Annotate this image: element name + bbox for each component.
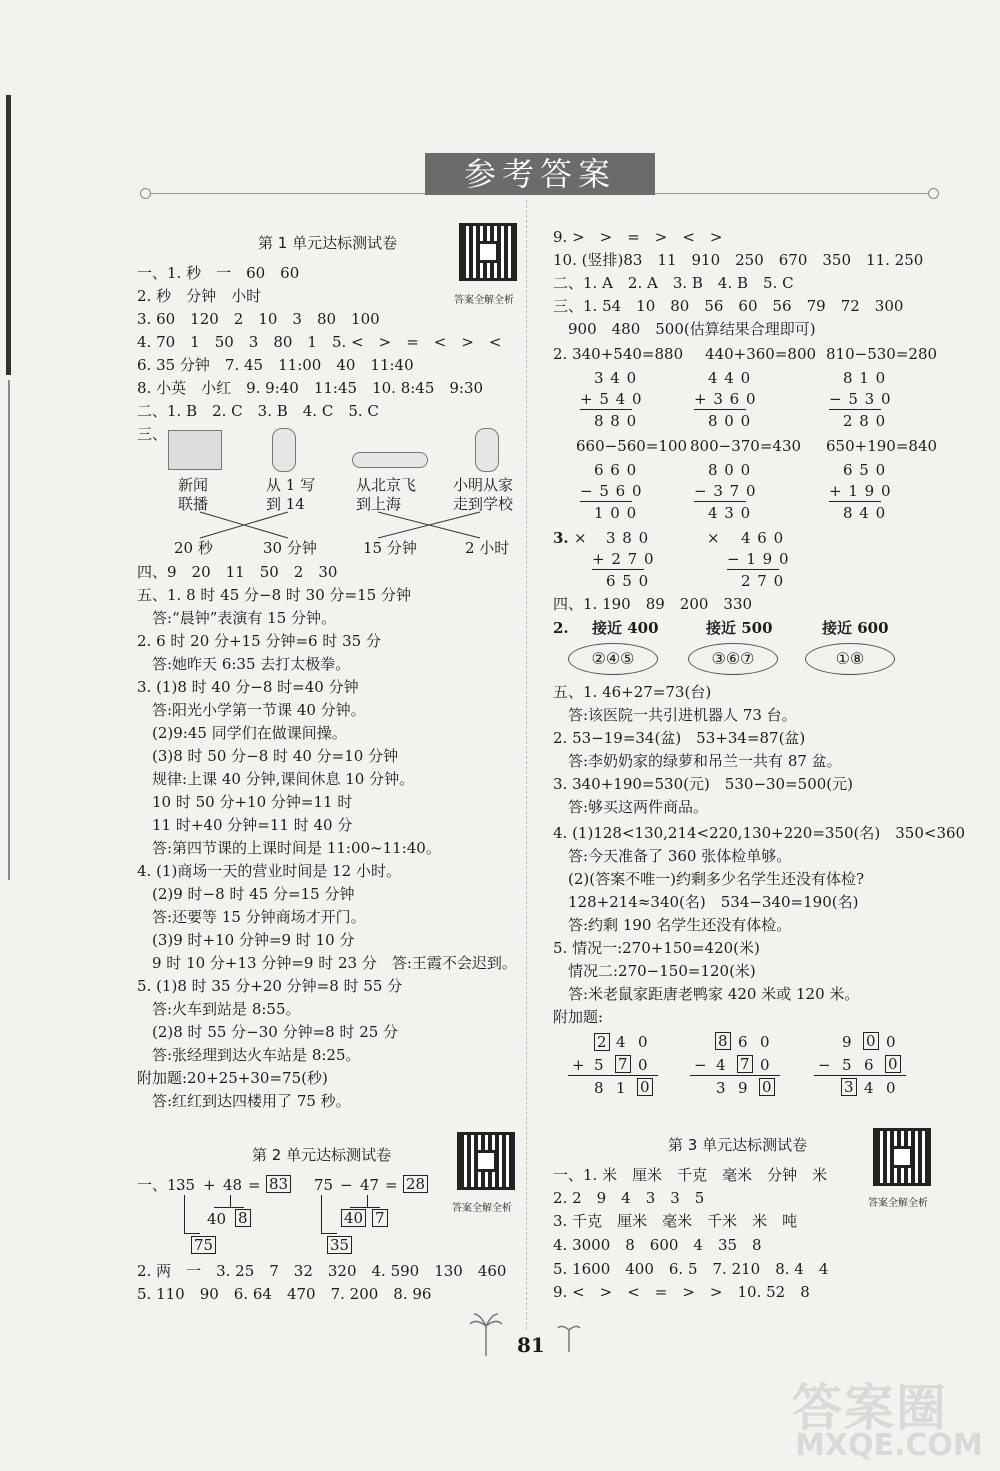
operand: 48 <box>223 1176 243 1194</box>
answer-line: 附加题:20+25+30=75(秒) <box>137 1069 328 1087</box>
unit2-title: 第 2 单元达标测试卷 <box>252 1146 392 1164</box>
answer-line: 答:第四节课的上课时间是 11:00~11:40。 <box>137 839 441 857</box>
calc-rule <box>690 1075 780 1076</box>
digit: 6 <box>738 1033 748 1051</box>
calc-row: 8 0 0 <box>708 461 752 479</box>
wrong-mark: × <box>707 529 720 547</box>
calc-row: 6 5 0 <box>606 572 650 590</box>
calc-row: 3 4 0 <box>594 369 638 387</box>
matching-bottom-item: 2 小时 <box>465 539 510 557</box>
page-edge-line <box>8 380 10 880</box>
airplane-icon <box>352 452 428 468</box>
answer-line: 2. 秒 分钟 小时 <box>137 287 262 305</box>
digit-box: 0 <box>759 1078 775 1096</box>
answer-line: 3. 千克 厘米 毫米 千米 米 吨 <box>553 1212 798 1230</box>
calc-row: + 1 9 0 <box>829 482 892 500</box>
split-line <box>321 1195 322 1233</box>
split-line <box>184 1195 185 1233</box>
matching-top-item: 小明从家 走到学校 <box>453 476 514 513</box>
answer-line: 五、1. 46+27=73(台) <box>553 683 712 701</box>
estimate-heading: 接近 600 <box>822 619 889 637</box>
calc-rule <box>814 1075 906 1076</box>
calc-row: − 5 6 0 <box>580 482 643 500</box>
split-line <box>214 1207 244 1208</box>
answer-line: 答:红红到达四楼用了 75 秒。 <box>137 1092 351 1110</box>
matching-lines <box>160 510 530 540</box>
answer-box: 28 <box>403 1175 428 1193</box>
answer-line: 一、1. 秒 一 60 60 <box>137 264 300 282</box>
unit2-qr-code <box>457 1132 515 1190</box>
calc-row: 3 8 0 <box>606 529 650 547</box>
answer-line: 答:还要等 15 分钟商场才开门。 <box>137 908 366 926</box>
calc-row: 4 4 0 <box>708 369 752 387</box>
answer-line: 2. 6 时 20 分+15 分钟=6 时 35 分 <box>137 632 381 650</box>
watermark-logo: 答案圈 <box>792 1379 948 1437</box>
calc-row: 6 6 0 <box>594 461 638 479</box>
answer-line: 附加题: <box>553 1008 604 1026</box>
matching-bottom-item: 30 分钟 <box>263 539 317 557</box>
answer-line: 情况二:270−150=120(米) <box>553 962 756 980</box>
digit: 4 <box>864 1079 874 1097</box>
unit3-title: 第 3 单元达标测试卷 <box>668 1136 808 1154</box>
answer-line: 四、9 20 11 50 2 30 <box>137 563 338 581</box>
answer-line: 6. 35 分钟 7. 45 11:00 40 11:40 <box>137 356 414 374</box>
answer-line: (2)(答案不唯一)约剩多少名学生还没有体检? <box>553 870 864 888</box>
digit: 0 <box>760 1056 770 1074</box>
digit-box: 3 <box>841 1078 857 1096</box>
header-rule-left <box>150 193 425 194</box>
answer-line: 11 时+40 分钟=11 时 40 分 <box>137 816 353 834</box>
calc-row: 6 5 0 <box>843 461 887 479</box>
answer-line: 3. 60 120 2 10 3 80 100 <box>137 310 380 328</box>
matching-bottom-item: 20 秒 <box>174 539 213 557</box>
q-label: 一、1. <box>137 1176 182 1194</box>
digit-box: 2 <box>594 1033 610 1051</box>
calc-rule <box>694 409 746 410</box>
answer-line: 9. > > = > < > <box>553 228 723 246</box>
answer-line: 10. (竖排)83 11 910 250 670 350 11. 250 <box>553 251 924 269</box>
calc-rule <box>592 569 644 570</box>
unit1-title: 第 1 单元达标测试卷 <box>258 234 398 252</box>
answer-line: 答:约剩 190 名学生还没有体检。 <box>553 916 792 934</box>
q-label: 3. <box>553 529 569 547</box>
header-dot-right <box>928 188 939 199</box>
calc-row: − 5 3 0 <box>829 390 892 408</box>
calc-row: 2 7 0 <box>741 572 785 590</box>
answer-line: 900 480 500(估算结果合理即可) <box>553 320 816 338</box>
answer-line: 五、1. 8 时 45 分−8 时 30 分=15 分钟 <box>137 586 411 604</box>
answer-line: 二、1. B 2. C 3. B 4. C 5. C <box>137 402 379 420</box>
digit: 4 <box>716 1056 726 1074</box>
answer-line: 9 时 10 分+13 分钟=9 时 23 分 答:王霞不会迟到。 <box>137 954 517 972</box>
matching-bottom-item: 15 分钟 <box>363 539 417 557</box>
child-walking-icon <box>475 428 499 472</box>
answer-line: (2)8 时 55 分−30 分钟=8 时 25 分 <box>137 1023 399 1041</box>
answer-line: 一、1. 米 厘米 千克 毫米 分钟 米 <box>553 1166 828 1184</box>
answer-line: 4. (1)商场一天的营业时间是 12 小时。 <box>137 862 401 880</box>
header-rule-right <box>655 193 930 194</box>
split-value: 40 <box>207 1210 227 1228</box>
operator: − <box>694 1056 707 1074</box>
answer-line: 4. 70 1 50 3 80 1 5. < > = < > < <box>137 333 502 351</box>
answer-line: 9. < > < = > > 10. 52 8 <box>553 1283 810 1301</box>
answer-box: 8 <box>235 1209 251 1227</box>
estimate-heading: 接近 400 <box>592 619 659 637</box>
answer-line: (2)9 时−8 时 45 分=15 分钟 <box>137 885 355 903</box>
digit: 0 <box>638 1056 648 1074</box>
digit: 0 <box>886 1079 896 1097</box>
page-edge-shadow <box>6 95 11 375</box>
digit: 8 <box>594 1079 604 1097</box>
operator: + <box>203 1176 216 1194</box>
unit1-qr-code <box>459 223 517 281</box>
wrong-mark: × <box>574 529 587 547</box>
answer-line: 128+214≈340(名) 534−340=190(名) <box>553 893 859 911</box>
operator: + <box>572 1056 585 1074</box>
calc-title: 810−530=280 <box>826 345 938 363</box>
calc-row: − 1 9 0 <box>727 550 790 568</box>
answer-line: 3. 340+190=530(元) 530−30=500(元) <box>553 775 854 793</box>
calc-row: + 2 7 0 <box>592 550 655 568</box>
page-title: 参考答案 <box>425 153 655 195</box>
split-line <box>321 1233 337 1234</box>
split-line <box>184 1233 200 1234</box>
matching-top-item: 从 1 写 到 14 <box>266 476 316 513</box>
answer-line: (2)9:45 同学们在做课间操。 <box>137 724 347 742</box>
digit: 3 <box>716 1079 726 1097</box>
page-number: 81 <box>517 1333 545 1357</box>
digit-box: 7 <box>615 1055 631 1073</box>
equals: = <box>248 1176 261 1194</box>
unit1-qr-label: 答案全解全析 <box>454 295 514 306</box>
calc-rule <box>580 501 632 502</box>
operand: 47 <box>360 1176 380 1194</box>
calc-row: 1 0 0 <box>594 504 638 522</box>
digit-box: 7 <box>737 1055 753 1073</box>
calc-row: 2 8 0 <box>843 412 887 430</box>
child-writing-icon <box>272 428 296 472</box>
calc-rule <box>829 409 881 410</box>
calc-row: 4 3 0 <box>708 504 752 522</box>
unit2-qr-label: 答案全解全析 <box>452 1203 512 1214</box>
calc-rule <box>829 501 881 502</box>
answer-box: 83 <box>266 1175 291 1193</box>
estimate-oval: ①⑧ <box>805 643 895 675</box>
q-label: 2. <box>553 619 569 637</box>
digit: 0 <box>760 1033 770 1051</box>
answer-line: 四、1. 190 89 200 330 <box>553 595 753 613</box>
answer-line: 5. 情况一:270+150=420(米) <box>553 939 760 957</box>
digit: 5 <box>594 1056 604 1074</box>
operand: 35 <box>176 1176 196 1194</box>
digit: 0 <box>886 1033 896 1051</box>
answer-line: 4. (1)128<130,214<220,130+220=350(名) 350<360 <box>553 824 966 842</box>
answer-line: 2. 53−19=34(盆) 53+34=87(盆) <box>553 729 806 747</box>
calc-row: 8 0 0 <box>708 412 752 430</box>
digit: 4 <box>616 1033 626 1051</box>
answer-line: 三、1. 54 10 80 56 60 56 79 72 300 <box>553 297 904 315</box>
answer-line: 3. (1)8 时 40 分−8 时=40 分钟 <box>137 678 359 696</box>
calc-rule <box>694 501 746 502</box>
answer-line: 答:今天准备了 360 张体检单够。 <box>553 847 792 865</box>
unit3-qr-label: 答案全解全析 <box>868 1198 928 1209</box>
calc-title: 650+190=840 <box>826 437 938 455</box>
split-line <box>367 1195 368 1207</box>
estimate-heading: 接近 500 <box>706 619 773 637</box>
calc-title: 800−370=430 <box>690 437 802 455</box>
answer-line: 5. 110 90 6. 64 470 7. 200 8. 96 <box>137 1285 432 1303</box>
digit: 5 <box>842 1056 852 1074</box>
answer-line: 答:“晨钟”表演有 15 分钟。 <box>137 609 337 627</box>
column-divider <box>526 200 528 1330</box>
calc-row: + 3 6 0 <box>694 390 757 408</box>
calc-row: 8 4 0 <box>843 504 887 522</box>
calc-row: 8 8 0 <box>594 412 638 430</box>
operand: 75 <box>314 1176 334 1194</box>
digit-box: 8 <box>715 1032 731 1050</box>
estimate-oval: ③⑥⑦ <box>688 643 778 675</box>
operator: − <box>340 1176 353 1194</box>
answer-line: 8. 小英 小红 9. 9:40 11:45 10. 8:45 9:30 <box>137 379 484 397</box>
calc-rule <box>568 1075 658 1076</box>
digit: 9 <box>738 1079 748 1097</box>
unit3-qr-code <box>873 1128 931 1186</box>
answer-line: 答:火车到站是 8:55。 <box>137 1000 301 1018</box>
matching-label: 三、 <box>137 425 168 443</box>
calc-title: 660−560=100 <box>576 437 688 455</box>
answer-line: 10 时 50 分+10 分钟=11 时 <box>137 793 353 811</box>
answer-line: (3)8 时 50 分−8 时 40 分=10 分钟 <box>137 747 399 765</box>
answer-line: 规律:上课 40 分钟,课间休息 10 分钟。 <box>137 770 415 788</box>
digit-box: 0 <box>637 1078 653 1096</box>
answer-line: 5. 1600 400 6. 5 7. 210 8. 4 4 <box>553 1260 829 1278</box>
calc-row: + 5 4 0 <box>580 390 643 408</box>
operator: − <box>818 1056 831 1074</box>
answer-line: 2. 两 一 3. 25 7 32 320 4. 590 130 460 <box>137 1262 507 1280</box>
answer-box: 7 <box>372 1209 388 1227</box>
answer-line: 答:李奶奶家的绿萝和吊兰一共有 87 盆。 <box>553 752 842 770</box>
header-dot-left <box>140 188 151 199</box>
watermark-url: MXQE.COM <box>795 1428 983 1463</box>
answer-line: 5. (1)8 时 35 分+20 分钟=8 时 55 分 <box>137 977 403 995</box>
answer-box: 75 <box>191 1236 216 1254</box>
answer-line: 答:该医院一共引进机器人 73 台。 <box>553 706 797 724</box>
calc-row: 4 6 0 <box>741 529 785 547</box>
tv-icon <box>168 430 222 470</box>
digit: 9 <box>842 1033 852 1051</box>
digit-box: 0 <box>863 1032 879 1050</box>
calc-title: 2. 340+540=880 <box>553 345 684 363</box>
answer-box: 40 <box>341 1209 366 1227</box>
answer-line: 4. 3000 8 600 4 35 8 <box>553 1236 762 1254</box>
calc-title: 440+360=800 <box>705 345 817 363</box>
answer-line: 答:她昨天 6:35 去打太极拳。 <box>137 655 351 673</box>
equals: = <box>385 1176 398 1194</box>
answer-line: 答:够买这两件商品。 <box>553 798 709 816</box>
estimate-oval: ②④⑤ <box>568 643 658 675</box>
matching-top-item: 从北京飞 到上海 <box>356 476 417 513</box>
digit: 6 <box>864 1056 874 1074</box>
answer-line: (3)9 时+10 分钟=9 时 10 分 <box>137 931 355 949</box>
answer-line: 答:张经理到达火车站是 8:25。 <box>137 1046 361 1064</box>
digit: 1 <box>616 1079 626 1097</box>
digit-box: 0 <box>885 1055 901 1073</box>
answer-line: 答:阳光小学第一节课 40 分钟。 <box>137 701 366 719</box>
answer-line: 2. 2 9 4 3 3 5 <box>553 1189 705 1207</box>
calc-row: 8 1 0 <box>843 369 887 387</box>
answer-line: 答:米老鼠家距唐老鸭家 420 米或 120 米。 <box>553 985 860 1003</box>
digit: 0 <box>638 1033 648 1051</box>
split-line <box>350 1207 380 1208</box>
matching-top-item: 新闻 联播 <box>178 476 209 513</box>
calc-row: − 3 7 0 <box>694 482 757 500</box>
calc-rule <box>580 409 632 410</box>
answer-line: 二、1. A 2. A 3. B 4. B 5. C <box>553 274 794 292</box>
palm-tree-icon <box>468 1310 504 1358</box>
answer-box: 35 <box>327 1236 352 1254</box>
calc-rule <box>727 569 779 570</box>
palm-tree-icon-small <box>556 1318 582 1354</box>
split-line <box>230 1195 231 1207</box>
